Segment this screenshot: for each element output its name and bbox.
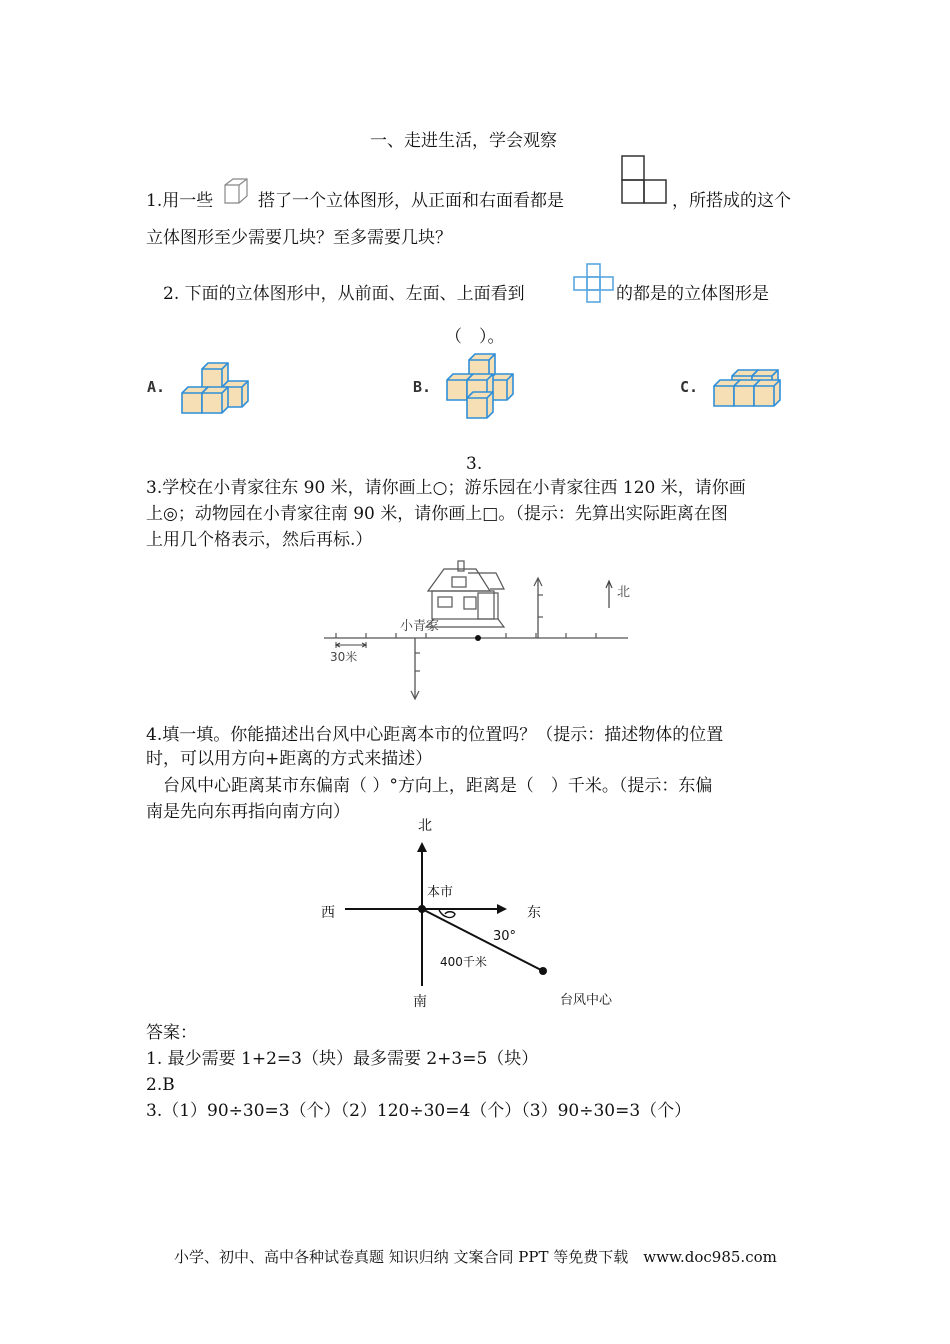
typhoon-point-marker [539,967,547,975]
q4-text-line4: 南是先向东再指向南方向） [146,802,350,822]
map-home-label: 小青家 [400,619,440,634]
typhoon-direction-diagram [315,814,650,1009]
diagram-west-label: 西 [321,905,335,921]
page-title: 一、走进生活，学会观察 [370,131,557,151]
q3-text-line3: 上用几个格表示，然后再标.） [146,530,373,550]
diagram-distance-label: 400千米 [440,955,487,969]
q3-map-diagram [318,553,638,703]
option-b-cube-figure [443,352,515,420]
q4-text-line2: 时，可以用方向+距离的方式来描述） [146,749,433,769]
q2-answer-blank: （ ）。 [445,327,505,347]
option-b-label: B. [413,378,432,396]
option-c-label: C. [680,378,699,396]
q1-text-part3: ，所搭成的这个 [672,191,791,211]
option-c-cube-figure [710,366,784,412]
q4-text-line1: 4.填一填。你能描述出台风中心距离本市的位置吗？（提示：描述物体的位置 [146,725,724,745]
q2-text-part1: 2. 下面的立体图形中，从前面、左面、上面看到 [163,284,525,304]
answer-3: 3.（1）90÷30=3（个）（2）120÷30=4（个）（3）90÷30=3（个） [146,1101,692,1121]
diagram-north-label: 北 [418,818,432,834]
home-point-marker [475,635,481,641]
diagram-east-label: 东 [527,905,541,921]
page-footer: 小学、初中、高中各种试卷真题 知识归纳 文案合同 PPT 等免费下载 www.doc985.com [174,1248,777,1266]
cube-icon [222,176,250,206]
answer-2: 2.B [146,1075,175,1095]
diagram-typhoon-label: 台风中心 [560,993,613,1008]
q1-text-part1: 1.用一些 [146,191,214,211]
east-arrow-icon [497,904,507,914]
map-north-label: 北 [617,585,631,600]
answer-1: 1. 最少需要 1+2=3（块）最多需要 2+3=5（块） [146,1049,539,1069]
option-a-label: A. [147,378,166,396]
q3-text-line2: 上◎；动物园在小青家往南 90 米，请你画上□。（提示：先算出实际距离在图 [146,504,728,524]
q3-text-line1: 3.学校在小青家往东 90 米，请你画上○；游乐园在小青家往西 120 米，请你画 [146,478,746,498]
answers-heading: 答案： [146,1023,197,1043]
option-a-cube-figure [178,357,250,415]
front-view-shape-icon [616,154,672,206]
map-scale-label: 30米 [330,650,358,664]
angle-arc-icon [439,910,455,917]
q1-text-part2: 搭了一个立体图形，从正面和右面看都是 [258,191,564,211]
diagram-city-label: 本市 [427,885,454,900]
q3-number: 3. [466,454,483,474]
house-icon [426,561,504,627]
diagram-angle-label: 30° [493,929,517,944]
north-arrow-icon [417,842,427,852]
q4-text-line3: 台风中心距离某市东偏南（ ）°方向上，距离是（ ）千米。（提示：东偏 [163,776,713,796]
q1-text-line2: 立体图形至少需要几块？至多需要几块？ [146,228,452,248]
diagram-south-label: 南 [413,994,427,1009]
map-scale-ticks [336,633,596,638]
city-point-marker [418,905,426,913]
cross-shape-icon [573,262,615,304]
q2-text-part2: 的都是的立体图形是 [616,284,769,304]
